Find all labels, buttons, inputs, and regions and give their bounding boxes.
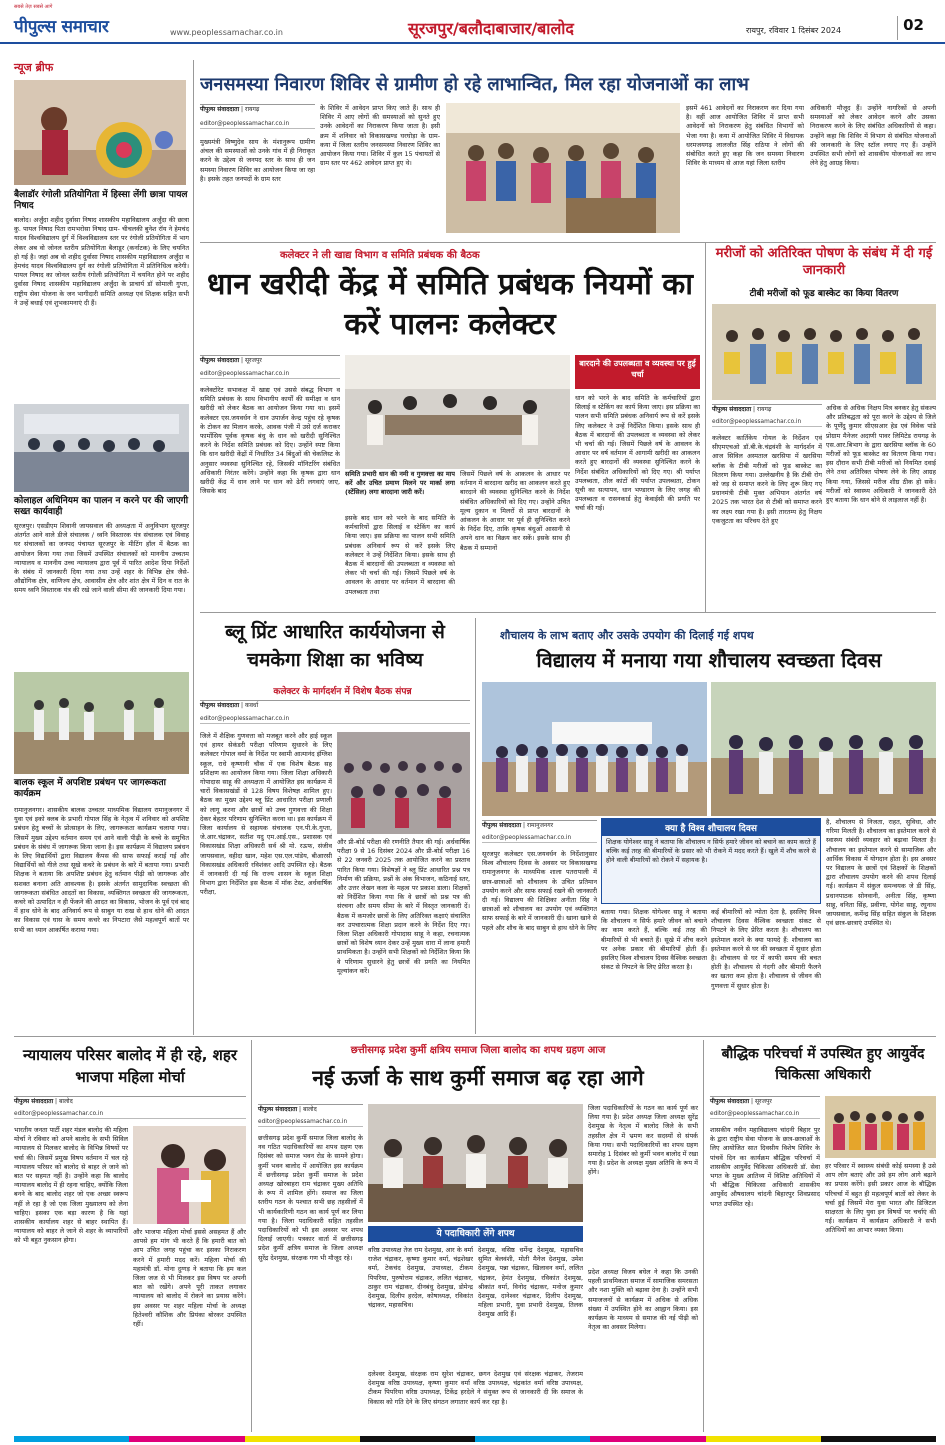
kurmi-story-email: editor@peoplessamachar.co.in <box>258 1118 363 1127</box>
school-photo-art <box>14 672 189 774</box>
kurmi-story-col1: छत्तीसगढ़ प्रदेश कुर्मी समाज जिला बालोद के नव गठित पदाधिकारियों का शपथ ग्रहण एक दिसंबर को समाज भवन रोड के सामने होगा। कुर्मी भवन बालोद में आयोजित इस कार्यक्रम में छत्तीसगढ़ प्रदेश कुर्मी समाज के प्रदेश अध्यक्ष खोरबाहरा राम चंद्राकर मुख्य अतिथि के रूप में शामिल होंगे। समाज का जिला स्तरीय गठन के पश्चात सभी छह तहसीलों में भी कार्यकारिणी गठन का कार्य पूर्ण कर लिया गया है। जिला पदाधिकारी सहित तहसील पदाधिकारियों को भी इस अवसर पर शपथ दिलाई जाएगी। पत्रकार वार्ता में छत्तीसगढ़ प्रदेश कुर्मी क्षत्रिय समाज के जिला अध्यक्ष सुरेंद्र देशमुख, संरक्षक गण भी मौजूद रहे। <box>258 1134 363 1262</box>
meeting-photo <box>14 404 189 492</box>
toilet-byline-reporter: पीपुल्स संवाददाता <box>482 822 522 829</box>
main-story-kicker: कलेक्टर ने ली खाद्य विभाग व समिति प्रबंधक की बैठक <box>280 250 480 261</box>
bjp-story-email: editor@peoplessamachar.co.in <box>14 1110 246 1119</box>
tb-story-col2: अधिक से अधिक निक्षय मित्र बनकर हेतु संकल्प और प्रतिबद्धता को पूरा करने के उद्देश्य से जिले के पूर्णेंदु कुमार सीएसआर हेड एवं विवेक पांडे प्रोग्राम मैनेजर अदाणी पावर लिमिटेड रायगढ़ के एस.आर.बिभाग के द्वारा खरसिया ब्लॉक के 60 मरीजों को फूड बास्केट का वितरण किया गया। इस दौरान सभी टीबी मरीजों को नियमित दवाई लेने तथा अतिरिक्त पोषण लेने के लिए आग्रह किया गया, जिससे मरीज शीघ्र ठीक हो सकें। मरीजों को स्वास्थ्य अधिकारी ने जानकारी देते हुए बताया कि धान बोने से लाइलाज नहीं है। <box>826 404 936 505</box>
left-column-divider <box>193 60 194 1035</box>
page-number: 02 <box>897 16 929 40</box>
ayurveda-story-headline: बौद्धिक परिचर्चा में उपस्थित हुए आयुर्वेद चिकित्सा अधिकारी <box>721 1046 925 1083</box>
brief-item-3-body: रामानुजनगर। शासकीय बालक उच्चतर माध्यमिक विद्यालय रामानुजनगर में युवा एवं इको क्लब के प्रभारी गोपाल सिंह के नेतृत्व में शनिवार को अपशिष्ट प्रबंधन हेतु बच्चों के प्रोत्साहन के लिए, जागरूकता कार्यक्रम चलाया गया। जिसमें मुख्य उद्देश्य वर्तमान समय एवं आने वाली पीढ़ी के बच्चे के समुचित प्रबंधन के संबंध में जागरूक किया जाना है। इस कार्यक्रम में विद्यालय प्रबंधन के लिए विद्यार्थियों द्वारा विद्यालय कैंपस की साफ सफाई कराई गई और विद्यार्थियों को गीले तथा सूखे कचरे के प्रबंधन के बारे में बताया गया। प्रभारी शिक्षक ने बताया कि अपशिष्ट प्रबंधन हेतु वर्तमान पीढ़ी को जागरूक और सशक्त बनाना अति आवश्यक है। इसके अंतर्गत सामुदायिक स्वच्छता की जागरूकता संबंधित आदतों का विकास, व्यक्तिगत स्वच्छता की जागरूकता, कचरे को उत्पादित न ही फेंकने की आदत का विकास, भोजन के पूर्व एवं बाद में हाथ धोने के बाद अनिवार्य रूप से साबुन या राख से हाथ धोने की आदत का विकास एवं घास के समय कचरे का निपटारा जैसे महत्वपूर्ण बातों पर सभी का ध्यान आकर्षित कराया गया। <box>14 806 189 934</box>
main-photo-caption: समिति प्रभारी धान की नमी व गुणवत्ता का माप करें और उचित प्रमाण मिलने पर मार्का लगा (स्टेंसिल) लगा बारदाना जारी करें। <box>345 470 455 497</box>
toilet-info-title: क्या है विश्व शौचालय दिवस <box>602 819 820 836</box>
ayurveda-story-col2: हर परिवार में स्वास्थ्य संबंधी कोई समस्या है उसे आप लोग बताएं और उसे हम लोग आगे बढ़ाने का प्रयास करेंगे। इसी प्रकार आज के बौद्धिक परिचर्चा में बहुत ही महत्वपूर्ण बातों को लेकर के चर्चा हुई जिसमें मेरा युवा भारत और डिजिटल साक्षरता के लिए युवा इन विषयों पर चर्चाएं की गईं। कार्यक्रम में कार्यक्रम अधिकारी ने सभी अतिथियों का आभार व्यक्त किया। <box>825 1162 936 1235</box>
main-byline-location: सूरजपुर <box>244 357 262 364</box>
meeting-photo-art <box>14 404 189 492</box>
brand-website: www.peoplessamachar.co.in <box>170 28 283 37</box>
toilet-story-email: editor@peoplessamachar.co.in <box>482 834 597 843</box>
kurmi-byline-location: बालोद <box>302 1106 317 1113</box>
bjp-kurmi-divider <box>251 1040 252 1432</box>
edu-byline-location: कवर्धा <box>244 702 259 709</box>
toilet-story-byline: पीपुल्स संवाददाता | रामानुजनगर <box>482 820 597 830</box>
brief-item-2-headline: कोलाहल अधिनियम का पालन न करने पर की जाएगी सख्त कार्यवाही <box>14 496 189 517</box>
brief-item-3-headline: बालक स्कूल में अपशिष्ट प्रबंधन पर जागरूकता कार्यक्रम <box>14 778 166 799</box>
edu-story-email: editor@peoplessamachar.co.in <box>200 715 470 724</box>
rangoli-photo <box>14 80 186 185</box>
bjp-photo-art <box>133 1126 246 1224</box>
top-story-email: editor@peoplessamachar.co.in <box>200 120 315 129</box>
kurmi-press-photo-art <box>368 1104 583 1222</box>
kurmi-story-kicker: छत्तीसगढ़ प्रदेश कुर्मी क्षत्रिय समाज जिला बालोद का शपथ ग्रहण आज <box>350 1045 606 1056</box>
edu-meeting-photo <box>337 732 470 834</box>
collector-meeting-photo <box>345 355 570 469</box>
kurmi-story-byline: पीपुल्स संवाददाता | बालोद <box>258 1104 363 1114</box>
tb-story-byline: पीपुल्स संवाददाता | रायगढ़ <box>712 404 822 414</box>
tb-photo <box>712 304 936 400</box>
toilet-story-col3: कई बीमारियों को न्योता देता है, इसलिए विश्व शौचालय दिवस वैश्विक स्वच्छता संकट से निपटने के लिए प्रेरित करता है। शौचालय का इस्तेमाल करने के क्या फायदे हैं: शौचालय का इस्तेमाल करने से घर की स्वच्छता में सुधार होता है। शौचालय से घर में काफी समय की बचत होती है। शौचालय से गंदगी और बीमारी फैलने का खतरा कम होता है। शौचालय से जीवन की गुणवत्ता में सुधार होता है। <box>711 908 821 990</box>
kurmi-story-col3: जिला पदाधिकारियों के गठन का कार्य पूर्ण कर लिया गया है। प्रदेश अध्यक्ष जिला अध्यक्ष सुरेंद्र देशमुख के नेतृत्व में बालोद जिले के सभी तहसील क्षेत्र में भ्रमण कर सदस्यों से संपर्क किया गया। सभी पदाधिकारियों का शपथ ग्रहण समारोह 1 दिसंबर को कुर्मी भवन बालोद में रखा गया है। प्रदेश के अध्यक्ष मुख्य अतिथि के रूप में होंगे। <box>588 1104 698 1177</box>
bjp-story-col2: और भाजपा महिला मोर्चा इससे असहमत हैं और आपसे हम मांग भी करते हैं कि हमारी बात को आप उचित जगह पहुंचा कर इसका निराकरण करने में हमारी मदद करें। महिला मोर्चा की महामंत्री डॉ. मोना दुग्गड़ ने बताया कि हम कल जिला जज से भी मिलकर इस विषय पर अपनी बात को रखेंगे। अपने पूरी ताकत लगाकर न्यायालय को बालोद में रोकने का प्रयास करेंगे। इस अवसर पर शहर महिला मोर्चा के अध्यक्ष हितेश्वरी कौशिक और प्रियंका बोरकर उपस्थित रहीं। <box>133 1228 246 1329</box>
ayurveda-story-col1: शासकीय नवीन महाविद्यालय चांदनी बिहार पुर के द्वारा राष्ट्रीय सेवा योजना के छात्र-छात्राओं के लिए आयोजित सात दिवसीय विशेष शिविर के पांचवें दिन का कार्यक्रम बौद्धिक परिचर्चा में शासकीय आयुर्वेद चिकित्सा अधिकारी डॉ. सेवा भगत के मुख्य आतिथ्य में विशिष्ट अतिथियों में भी बौद्धिक चिकित्सा अधिकारी शासकीय आयुर्वेद औषधालय चांदनी बिहारपुर शिवप्रसाद भगत उपस्थित रहे। <box>710 1126 820 1208</box>
main-sidebar-label: बारदाने की उपलब्धता व व्यवस्था पर हुई चर्चा <box>575 355 700 389</box>
center-right-divider <box>705 242 706 612</box>
toilet-story-col1: सूरजपुर कलेक्टर एस.जयवर्धन के निर्देशानुसार विश्व शौचालय दिवस के अवसर पर विकासखण्ड रामानुजनगर के माध्यमिक शाला पतरापाली में छात्र-छात्राओं को शौचालय के उचित प्रतिमान उपयोग करने और साफ सफाई रखने की जानकारी दी गई। विद्यालय की शिक्षिका अनीता सिंह ने छात्राओं को शौचालय का उपयोग एवं व्यक्तिगत साफ सफाई के बारे में जानकारी दी। खाना खाने से पहले और शौच के बाद साबुन से हाथ धोने के लिए <box>482 850 597 932</box>
toilet-rally-photo-2-art <box>711 682 936 816</box>
toilet-info-box <box>601 818 821 904</box>
bjp-story-col1: भारतीय जनता पार्टी शहर मंडल बालोद की महिला मोर्चा ने रविवार को अपने बालोद के सभी सिविल न्यायालय से मिलकर बालोद के विभिन्न विषयों पर चर्चा की। जिसमें प्रमुख विषय वर्तमान में चल रहे न्यायालय परिसर को बालोद से बाहर ले जाने को बात पर सहमत नहीं है। उन्होंने कहा कि बालोद न्यायालय बालोद में ही रहना चाहिए, क्योंकि जिला बनने के बाद बालोद शहर जो एक अच्छा स्वरूप नहीं ले रहा है जो एक जिला मुख्यालय को लेना चाहिए। इसका एक बड़ा कारण है कि यहां शासकीय कार्यालय शहर से बाहर स्थापित हैं। न्यायालय को बाहर ले जाने से शहर के व्यापारियों को भी बहुत नुकसान होगा। <box>14 1126 128 1245</box>
edu-story-col2: और प्री-बोर्ड परीक्षा की रणनीति तैयार की गई। अर्धवार्षिक परीक्षा 9 से 16 दिसंबर 2024 और प्री-बोर्ड परीक्षा 16 से 22 जनवरी 2025 तक आयोजित करने का प्रस्ताव पारित किया गया। विशेषज्ञों ने ब्लू प्रिंट आधारित प्रश्न पत्र निर्माण की प्रक्रिया, प्रश्नों के अंक विभाजन, कठिनाई स्तर, और उत्तर लेखन कला के महत्व पर प्रकाश डाला। शिक्षकों को निर्देशित किया गया कि वे छात्रों को प्रश्न पत्र की संरचना और समय सीमा के बारे में विस्तृत जानकारी दें। बैठक में कमजोर छात्रों के लिए अतिरिक्त कक्षाएं संचालित कर उपचारात्मक शिक्षा प्रदान करने के निर्देश दिए गए। जिला शिक्षा अधिकारी गोपादास साहू ने कहा, रचनात्मक छात्रों को विशेष ध्यान देकर उन्हें मुख्य धारा में लाना हमारी प्राथमिकता है। उन्होंने सभी शिक्षकों को निर्देशित किया कि वे परिणाम सुधारने हेतु छात्रों की प्रगति का नियमित मूल्यांकन करें। <box>337 838 470 975</box>
masthead <box>0 0 945 44</box>
toilet-story-col2: बताया गया। शिक्षक योगेश्वर साहू ने बताया कि शौचालय न सिर्फ हमारे जीवन को बचाने का काम करते हैं, बल्कि कई तरह की बीमारियों से भी बचाते हैं। सूखे में शीच करने पर अनेक प्रकार की बीमारियाँ होती हैं। इसलिए विश्व शौचालय दिवस वैश्विक स्वच्छता संकट से निपटने के लिए प्रेरित करता है। <box>601 908 707 972</box>
camp-photo-art <box>446 103 680 233</box>
toilet-info-body: शिक्षक योगेश्वर साहू ने बताया कि शौचालय न सिर्फ हमारे जीवन को बचाने का काम करते हैं बल्कि कई तरह की बीमारियों के प्रसार को भी रोकने में मदद करते हैं। खुले में शौच करने से होने वाली बीमारियों को रोकने में सहायक है। <box>606 838 816 865</box>
tb-byline-reporter: पीपुल्स संवाददाता <box>712 406 752 413</box>
tb-story-email: editor@peoplessamachar.co.in <box>712 418 822 427</box>
tb-story-col1: कलेक्टर कार्तिकेय गोयल के निर्देशन एवं सीएमएचओ डॉ.बी.के.चंद्रवंशी के मार्गदर्शन में आज सिविल अस्पताल खरसिया में खरसिया ब्लॉक के टीबी मरीजों को फूड बास्केट का वितरण किया गया। उल्लेखनीय है कि टीबी रोग को जड़ से समाप्त करने के लिए शुरू किए गए प्रधानमंत्री टीबी मुक्त अभियान अंतर्गत वर्ष 2025 तक भारत देश से टीबी को समाप्त करने का लक्ष्य रखा गया है। इसी तारतम्य हेतु निक्षय एकजुटता का परिचय देते हुए <box>712 434 822 525</box>
bottom-divider <box>14 1036 936 1037</box>
school-photo <box>14 672 189 774</box>
top-story-divider <box>200 242 936 243</box>
brief-item-1-headline: बैलाडॉर रंगोली प्रतियोगिता में हिस्सा लेंगी छात्रा पायल निषाद <box>14 190 188 211</box>
toilet-story-headline: विद्यालय में मनाया गया शौचालय स्वच्छता दिवस <box>536 648 882 672</box>
edu-story-byline: पीपुल्स संवाददाता | कवर्धा <box>200 700 470 710</box>
rangoli-photo-art <box>14 80 186 185</box>
kurmi-story-headline: नई ऊर्जा के साथ कुर्मी समाज बढ़ रहा आगे <box>312 1066 644 1090</box>
bjp-byline-reporter: पीपुल्स संवाददाता <box>14 1098 54 1105</box>
bjp-story-headline: न्यायालय परिसर बालोद में ही रहे, शहर भाजपा महिला मोर्चा <box>22 1046 237 1086</box>
kurmi-list-label: ये पदाधिकारी लेंगे शपथ <box>368 1226 583 1242</box>
news-brief-label: न्यूज ब्रीफ <box>14 61 54 74</box>
ayurveda-story-email: editor@peoplessamachar.co.in <box>710 1110 820 1119</box>
tb-story-subhead: टीबी मरीजों को फूड बास्केट का किया वितरण <box>749 289 899 299</box>
brand-tagline: सबसे तेज़ सबसे आगे <box>14 4 53 10</box>
bjp-photo <box>133 1126 246 1224</box>
kurmi-press-photo <box>368 1104 583 1222</box>
ayurveda-story-byline: पीपुल्स संवाददाता | सूरजपुर <box>710 1096 820 1106</box>
tb-byline-location: रायगढ़ <box>756 406 772 413</box>
print-color-bar <box>14 1436 936 1442</box>
brand-logo <box>14 4 154 38</box>
mid-divider <box>200 612 936 613</box>
brief-item-1-body: बालोद। अर्जुंदा शहीद दुर्वासा निषाद शासकीय महाविद्यालय अर्जुंदा की छात्रा कु. पायल निषाद पिता रामभरोसा निषाद ग्राम- चीचलकी बुनेश रॉय ने हेमचंद यादव विश्वविद्यालय दुर्ग में विश्वविद्यालय स्तर पर रंगोली प्रतियोगिता में भाग लेकर अब वो जोनल स्तरीय प्रतियोगिता बैलाडूर (कर्नाटक) के लिए चयनित हो गई है। जहां अब वो शहीद दुर्वासा निषाद शासकीय महाविद्यालय अर्जुंदा व हेमचंद यादव विश्वविद्यालय दुर्ग का रंगोली प्रतियोगिता में प्रतिनिधित्व करेगी। पायल निषाद का जोनल स्तरीय रंगोली प्रतियोगिता में चयनित होने पर शहीद दुर्वासा निषाद शासकीय महाविद्यालय अर्जुंदा के प्राचार्य डॉ सोमाली गुप्ता, राष्ट्रीय सेवा योजना के जन भागीदारी समिति अध्यक्ष एवं शिक्षक सहित सभी ने उन्हें बधाई एवं शुभकामनाएं दी हैं। <box>14 216 189 307</box>
toilet-rally-photo-1 <box>482 682 707 816</box>
main-byline-reporter: पीपुल्स संवाददाता <box>200 357 240 364</box>
ayurveda-byline-reporter: पीपुल्स संवाददाता <box>710 1098 750 1105</box>
top-byline-reporter: पीपुल्स संवाददाता <box>200 106 240 113</box>
edu-story-subhead: कलेक्टर के मार्गदर्शन में विशेष बैठक संपन्न <box>273 687 412 697</box>
kurmi-byline-reporter: पीपुल्स संवाददाता <box>258 1106 298 1113</box>
edu-byline-reporter: पीपुल्स संवाददाता <box>200 702 240 709</box>
bjp-byline-location: बालोद <box>58 1098 73 1105</box>
edu-story-headline: ब्लू प्रिंट आधारित कार्ययोजना से चमकेगा शिक्षा का भविष्य <box>225 621 445 671</box>
main-story-col4: धान को भरने के बाद समिति के कर्मचारियों द्वारा सिलाई व स्टेकिंग का कार्य किया जाए। इस प्रक्रिया का पालन सभी समिति प्रबंधक अनिवार्य रूप से करें इसके लिए कलेक्टर ने उन्हें निर्देशित किया। इसके साथ ही बैठक में बारदानों की उपलब्धता व व्यवस्था को लेकर भी चर्चा की गई। जिसमें पिछले वर्ष के आवलन के आधार पर वर्ष वर्तमान में आगामी खरीदी का आकलन करते हुए बारदानों की व्यवस्था सुनिश्चित करने के निर्देश संबंधित अधिकारियों को दिए गए। श्री पर्याप्त उपलब्धता, तौल कांटों की पर्याप्त उपलब्धता, टोकन सूची का सत्यापन, धान भण्डारण के लिए जगह की उपलब्धता व रासनकार्ड हेतु केवाईसी की प्रगति पर चर्चा की गई। <box>575 394 700 513</box>
dateline: रायपुर, रविवार 1 दिसंबर 2024 <box>746 26 842 35</box>
ayurveda-byline-location: सूरजपुर <box>754 1098 772 1105</box>
brand-name: पीपुल्स समाचार <box>14 17 109 37</box>
top-byline-location: रायगढ़ <box>244 106 260 113</box>
kurmi-list-col1: वरिष्ठ उपाध्यक्ष तेज राम देशमुख, आर के वर्मा राजेश चंद्राकर, कृष्णा कुमार वर्मा, चंद्रशेखर वर्मा, टेकचंद देशमुख, उपाध्यक्ष, टीकम पिपरिया, पुरुषोत्तम चंद्राकर, ललित चंद्राकर, ठाकुर राम चंद्राकर, दीनबंधु देशमुख, डोमेन्द्र देशमुख, दिलीप हरदेल, कोषाध्यक्ष, रविकांत चंद्राकर, महासचिव। <box>368 1246 473 1310</box>
top-story-col3: इसमें 461 आवेदनों का निराकरण कर दिया गया है। वहीं आज आयोजित शिविर में प्राप्त सभी आवेदनों को निराकरण हेतु संबंधित विभागों को भेजा गया है। कया में आयोजित शिविर में विधायक धरमजयगढ़ लालजीत सिंह राठिया ने लोगों की संबोधित करते हुए कहा कि जन समस्या निवारण शिविर के माध्यम से आज यहां जिला स्तरीय <box>686 104 804 168</box>
collector-meeting-photo-art <box>345 355 570 469</box>
main-story-email: editor@peoplessamachar.co.in <box>200 370 340 379</box>
kurmi-story-col4: प्रदेश अध्यक्ष विजय बघेल ने कहा कि उनकी पहली प्राथमिकता समाज में सामाजिक समरसता और नशा मुक्ति को बढ़ावा देना है। उन्होंने सभी समाजजनों से कार्यक्रम में अधिक से अधिक संख्या में उपस्थित होने का आह्वान किया। इस कार्यक्रम के माध्यम से समाज की नई पीढ़ी को नेतृत्व का अवसर मिलेगा। <box>588 1268 698 1332</box>
toilet-rally-photo-2 <box>711 682 936 816</box>
main-story-col1: कलेक्टोरेट सभाकक्ष में खाद्य एवं उससे संबद्ध विभाग व समिति प्रबंधक के साथ विभागीय कार्यों की समीक्षा व धान खरीदी को लेकर बैठक का आयोजन किया गया था। इसमें कलेक्टर एस.जयवर्धन ने धान उपार्जन केन्द्र पहुंच रहे कृषक के टोकन का मिलान करके, आवक पंजी में उसे दर्ज कराकर फार्मोसिय पूर्वक कृषक बंधु के धान को खरीदी सुनिश्चित करने के निर्देश समिति प्रबंधक को दिए। उन्होंने स्पष्ट किया कि धान खरीदी केंद्रों में निर्धारित 34 बिंदुओं की चेकलिस्ट के अनुसार व्यवस्था सुनिश्चित रहे, जिसकी मॉनिटरिंग संबंधित अधिकारी निरंतर करेंगे। उन्होंने कहा कि कृषक द्वारा धान खरीदी केंद्र में धान लाने पर धान को ढेरी लगवाएं जाए, जिसके बाद <box>200 386 340 496</box>
ayurveda-photo-art <box>825 1096 936 1158</box>
edu-story-col1: जिले में शैक्षिक गुणवत्ता को मजबूत करने और हाई स्कूल एवं हायर सेकंडरी परीक्षा परिणाम सुधारने के लिए कलेक्टर गोपाल वर्मा के निर्देश पर स्वामी आत्मानंद इंग्लिश स्कूल, राधे कृष्णानी चौक में एक विशेष बैठक सह प्रशिक्षण का आयोजन किया गया। जिला शिक्षा अधिकारी गोपादास साहू की अध्यक्षता में आयोजित इस कार्यक्रम में चारों विकासखंडों से 128 विषय विशेषज्ञ शामिल हुए। बैठक का मुख्य उद्देश्य ब्लू प्रिंट आधारित परीक्षा प्रणाली को लागू करना और छात्रों को उच्च गुणवत्ता की शिक्षा देकर बेहतर परिणाम सुनिश्चित करना था। इस कार्यक्रम में जिला कार्यालय से सहायक संचालक एन.पी.के.गुप्ता, जे.आर.चंद्राकर, सतीश यदु एम.आई.एस., प्रशासक एवं विकासखंड शिक्षा अधिकारी सर्व श्री मो. रऊफ, संजीव जायसवाल, वहीदा खान, महेश एस.एल.पांडेय, बीआरसी विकासखंड अधिकारी रविशंकर आदि उपस्थित रहे। बैठक में जानकारी दी गई कि राज्य शासन के स्कूल शिक्षा विभाग द्वारा निर्देशित इस बैठक में मॉक टेस्ट, अर्धवार्षिक परीक्षा, <box>200 732 332 897</box>
tb-photo-art <box>712 304 936 400</box>
main-story-headline: धान खरीदी केंद्र में समिति प्रबंधक नियमों का करें पालनः कलेक्टर <box>206 267 694 342</box>
top-story-byline: पीपुल्स संवाददाता | रायगढ़ <box>200 104 315 114</box>
toilet-story-col4: है, शौचालय से निजता, राहत, सुविधा, और गरिमा मिलती है। शौचालय का इस्तेमाल करने से स्वास्थ्य संबंधी व्यवहार को बढ़ावा मिलता है। शौचालय का इस्तेमाल करने से सामाजिक और आर्थिक विकास में योगदान होता है। इस अवसर पर विद्यालय के छात्रों एवं शिक्षकों के शिक्षकों द्वारा शौचालय उपयोग करने की शपथ दिलाई गई। कार्यक्रम में संकुल समन्वयक जे डी सिंह, प्रधानपाठक सोनवानी, अनीता सिंह, कृष्णा साहू, वनिता सिंह, प्रवीणा, योगेश साहू, रघुनाथ जायसवाल, कर्मेन्द्र सिंह सहित संकुल के शिक्षक एवं छात्र-छात्राएं उपस्थित थे। <box>826 818 936 928</box>
kurmi-list-col2: देशमुख, वसिष्ठ धर्मेन्द्र देशमुख, महासचिव सुमित बेलवंशी, मोती मैनेज देशमुख, उमेश देशमुख, पन्ना चंद्राकर, खिलावन वर्मा, ललित चंद्राकर, हेमंत देशमुख, रविकांत देशमुख, श्रीकांत वर्मा, विनोद चंद्राकर, मनोज कुमार देशमुख, दानेश्वर चंद्राकर, दिलीप देशमुख, महिला प्रभारी, युवा प्रभारी देशमुख, तिलक देशमुख आदि हैं। <box>478 1246 583 1319</box>
toilet-byline-location: रामानुजनगर <box>526 822 554 829</box>
brief-item-2-body: सूरजपुर। एसडीएम शिवानी जायसवाल की अध्यक्षता में अनुविभाग सूरजपुर अंतर्गत आने वाले डीजे संचालक / ध्वनि विस्तारक यंत्र संचालक एवं विवाह घर संचालकों का जनपद पंचायत सूरजपुर के मीटिंग हॉल में बैठक का आयोजन किया गया तथा जिसमें उपस्थित संचालकों को माननीय उच्चतम न्यायालय व माननीय उच्च न्यायालय द्वारा पूर्व में पारित आदेश दिया निर्देशों के संबंध में जानकारी दिया गया तथा उन्हें शहर के विभिन्न क्षेत्र जैसे- औद्योगिक क्षेत्र, वाणिज्य क्षेत्र, आवासीय क्षेत्र और शांत क्षेत्र में दिन व रात के समय ध्वनि विस्तारक यंत्र की रखे जाने वाली सीमा की जानकारी दिया गया। <box>14 522 189 595</box>
bjp-story-byline: पीपुल्स संवाददाता | बालोद <box>14 1096 246 1106</box>
main-story-col3: जिसमें पिछले वर्ष के आकलन के आधार पर वर्तमान में बारदाना खरीद का आकलन करते हुए बारदाने की व्यवस्था सुनिश्चित करने के निर्देश संबंधित अधिकारियों को दिए गए। उन्होंने उचित मूल्य दुकान व मिलरों से प्राप्त बारदानों के आंकलन के आधार पर पूर्व ही सुनिश्चित करने के निर्देश दिए, ताकि कृषक बंधुओं आसानी से अपने धान का विक्रय कर सकें। इसके साथ ही बैठक में सम्मानों <box>460 470 570 552</box>
top-story-col4: अधिकारी मौजूद हैं। उन्होंने नागरिकों से अपनी समस्याओं को लेकर आवेदन करने और उसका निराकरण करने के लिए संबंधित अधिकारियों से कहा। उन्होंने कहा कि शिविर में विभाग से संबंधित योजनाओं की जानकारी के लिए स्टॉल लगाए गए हैं। उन्होंने उपस्थित सभी लोगों को शासकीय योजनाओं का लाभ लेने हेतु आग्रह किया। <box>810 104 936 168</box>
kurmi-story-col2: दलेश्वर देशमुख, संरक्षक राम सुरेश चंद्राकर, छगन देशमुख एवं संरक्षक चंद्राकर, तेजराम देशमुख वरिष्ठ उपाध्यक्ष, कृष्णा कुमार वर्मा वरिष्ठ उपाध्यक्ष, चंद्रकांत वर्मा वरिष्ठ उपाध्यक्ष, टीकम पिपरिया वरिष्ठ उपाध्यक्ष, टिकेंद्र हरदेले ने संयुक्त रूप से जानकारी दी कि समाज के विकास को गति देने के लिए संगठन लगातार कार्य कर रहा है। <box>368 1370 583 1406</box>
ayurveda-photo <box>825 1096 936 1158</box>
edu-meeting-photo-art <box>337 732 470 834</box>
camp-photo <box>446 103 680 233</box>
main-story-byline: पीपुल्स संवाददाता | सूरजपुर <box>200 355 340 365</box>
kurmi-ayurveda-divider <box>703 1040 704 1432</box>
toilet-rally-photo-1-art <box>482 682 707 816</box>
tb-story-headline: मरीजों को अतिरिक्त पोषण के संबंध में दी गई जानकारी <box>715 246 933 278</box>
top-story-col1: मुख्यमंत्री विष्णुदेव साय के मंशानुरूप ग्रामीण अंचल की समस्याओं को उनके गांव में ही निराकृत करने के उद्देश्य से जनपद स्तर के साथ ही जन समस्या निवारण शिविर का आयोजन किया जा रहा है। इसके तहत जनपदों के ग्राम स्तर <box>200 138 315 183</box>
section-title: सूरजपुर/बलौदाबाजार/बालोद <box>408 19 574 38</box>
edu-toilet-divider <box>475 618 476 1034</box>
toilet-story-kicker: शौचालय के लाभ बताए और उसके उपयोग की दिलाई गई शपथ <box>500 629 754 642</box>
main-story-col2: इसके बाद धान को भरने के बाद समिति के कर्मचारियों द्वारा सिलाई व स्टेकिंग का कार्य किया जाए। इस प्रक्रिया का पालन सभी समिति प्रबंधक अनिवार्य रूप से करें इसके लिए कलेक्टर ने उन्हें निर्देशित किया। इसके साथ ही बैठक में बारदानों की उपलब्धता व व्यवस्था को लेकर भी चर्चा की गई। जिसमें पिछले वर्ष के आवलन के आधार पर वर्तमान में बारदाना की उपलब्धता तथा <box>345 514 455 596</box>
top-story-col2: के शिविर में आवेदन प्राप्त किए जाते हैं। साथ ही शिविर में आए लोगों की समस्याओं को सुनते हुए उनके आवेदनों का निराकरण किया जाता है। इसी क्रम में शनिवार को विकासखण्ड घरघोड़ा के ग्राम-कया में जिला स्तरीय जनसमस्या निवारण शिविर का आयोजन किया गया। शिविर में कुल 15 पंचायतों से ग्राम स्तर पर 462 आवेदन प्राप्त हुए थे। <box>320 104 440 168</box>
top-story-headline: जनसमस्या निवारण शिविर से ग्रामीण हो रहे लाभान्वित, मिल रहा योजनाओं का लाभ <box>200 74 749 95</box>
